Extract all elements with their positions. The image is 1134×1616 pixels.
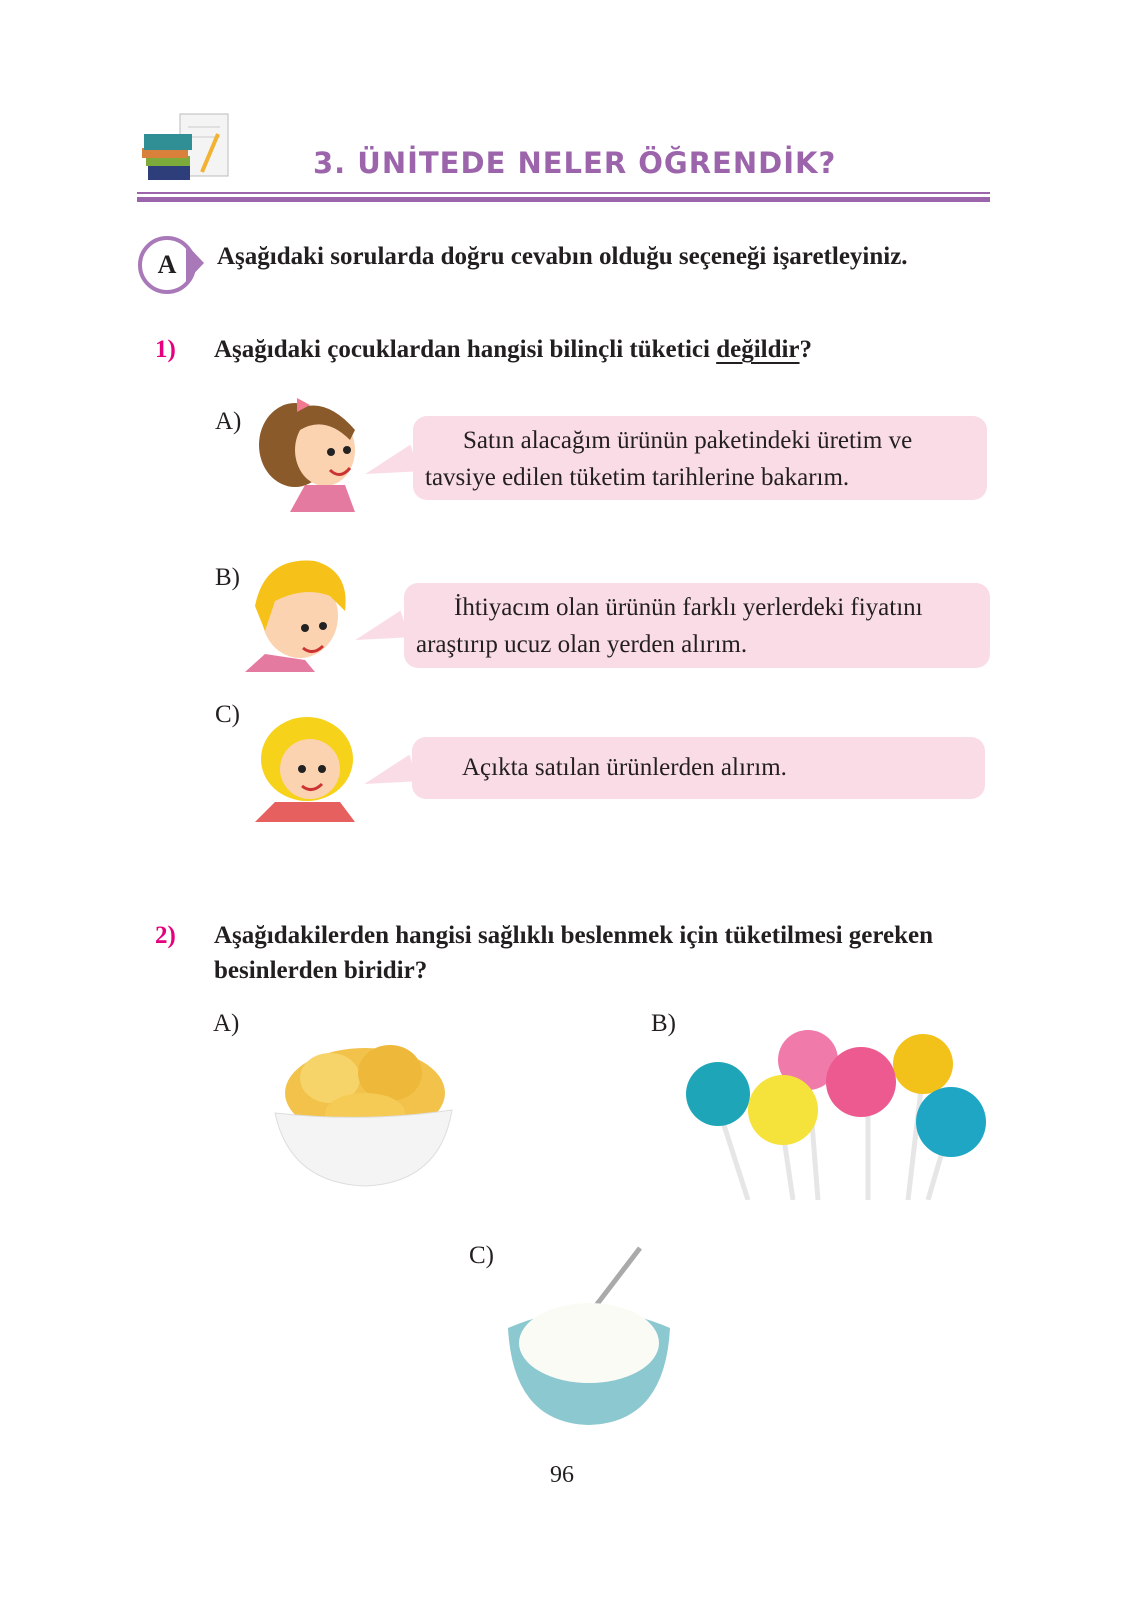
- question-emphasis: değildir: [716, 336, 800, 363]
- section-instruction: Aşağıdaki sorularda doğru cevabın olduğu seçeneği işaretleyiniz.: [217, 243, 908, 270]
- question-text: [214, 918, 933, 988]
- boy-illustration: [245, 556, 353, 672]
- girl-blonde-illustration: [250, 714, 364, 822]
- speech-bubble: [412, 737, 985, 799]
- page-title: 3. ÜNİTEDE NELER ÖĞRENDİK?: [313, 146, 837, 180]
- potato-chips-image: [270, 1018, 460, 1193]
- question-text-part: Aşağıdaki çocuklardan hangisi bilinçli tüketici: [214, 336, 717, 363]
- books-icon: [140, 112, 232, 187]
- option-label[interactable]: C): [469, 1242, 494, 1269]
- badge-arrow: [186, 244, 204, 282]
- option-label[interactable]: A): [215, 408, 242, 435]
- bubble-text-line: araştırıp ucuz olan yerden alırım.: [416, 631, 748, 658]
- option-label[interactable]: B): [651, 1010, 676, 1037]
- divider: [137, 192, 990, 194]
- section-badge: A: [138, 236, 196, 294]
- speech-bubble-tail: [361, 445, 419, 488]
- question-text-line: besinlerden biridir?: [214, 957, 428, 984]
- bubble-text-line: tavsiye edilen tüketim tarihlerine bakarım.: [425, 464, 850, 491]
- girl-illustration: [255, 390, 363, 512]
- bubble-text-line: İhtiyacım olan ürünün farklı yerlerdeki fiyatını: [454, 594, 923, 621]
- speech-bubble: [404, 583, 990, 668]
- speech-bubble: [413, 416, 987, 500]
- bubble-text-line: Açıkta satılan ürünlerden alırım.: [462, 754, 787, 781]
- bubble-text-line: Satın alacağım ürünün paketindeki üretim ve: [463, 427, 913, 454]
- speech-bubble-tail: [360, 755, 418, 798]
- option-label[interactable]: C): [215, 701, 240, 728]
- option-label[interactable]: B): [215, 564, 240, 591]
- cake-pops-image: [683, 1022, 993, 1200]
- option-label[interactable]: A): [213, 1010, 240, 1037]
- question-number: 2): [155, 922, 176, 949]
- question-text-part: ?: [799, 336, 813, 363]
- yogurt-bowl-image: [505, 1243, 673, 1431]
- divider: [137, 197, 990, 202]
- speech-bubble-tail: [351, 611, 409, 654]
- page-number: 96: [550, 1462, 574, 1488]
- question-number: 1): [155, 336, 176, 363]
- question-text-line: Aşağıdakilerden hangisi sağlıklı beslenmek için tüketilmesi gereken: [214, 922, 934, 949]
- question-text: [214, 332, 812, 367]
